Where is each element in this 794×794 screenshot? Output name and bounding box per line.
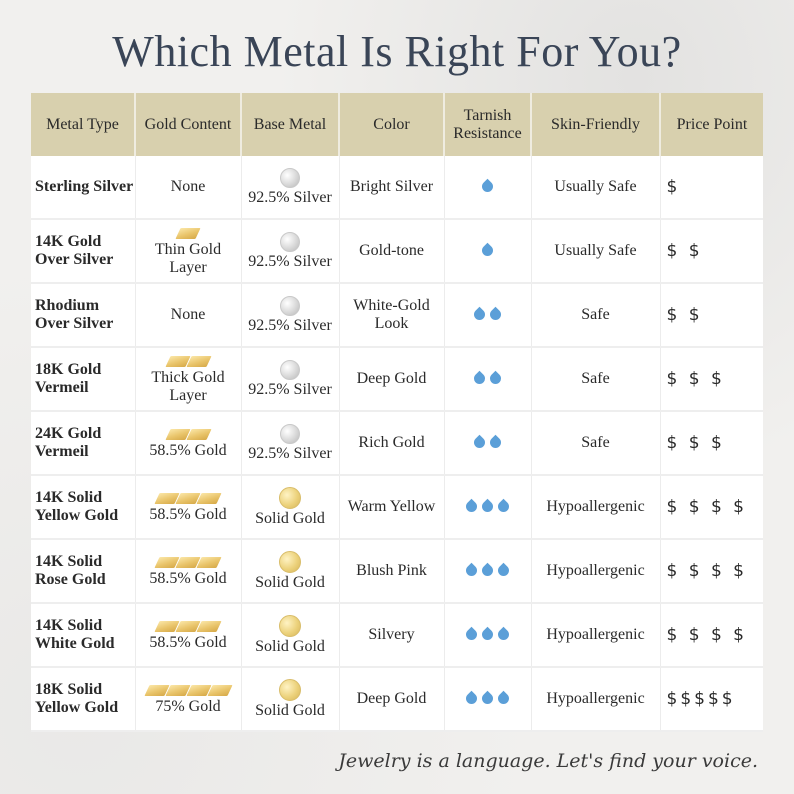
skin-friendly-cell: Hypoallergenic	[531, 603, 660, 667]
table-row	[31, 347, 763, 411]
tarnish-resistance-cell	[444, 667, 531, 731]
color-cell: White-Gold Look	[339, 283, 444, 347]
gold-content-cell	[135, 475, 241, 539]
metal-type-cell: Sterling Silver	[31, 156, 135, 219]
water-drop-icon	[480, 179, 496, 195]
tarnish-rating	[482, 177, 493, 192]
skin-friendly-cell: Usually Safe	[531, 156, 660, 219]
table-row	[31, 667, 763, 731]
table-row	[31, 411, 763, 475]
color-cell: Deep Gold	[339, 347, 444, 411]
table-row	[31, 156, 763, 219]
water-drop-icon	[496, 563, 512, 579]
base-metal-label: 92.5% Silver	[248, 380, 332, 398]
water-drop-icon	[472, 371, 488, 387]
silver-coin-icon	[280, 168, 300, 188]
gold-content-cell	[135, 283, 241, 347]
header-row	[31, 93, 763, 156]
gold-coin-icon	[279, 615, 301, 637]
water-drop-icon	[480, 499, 496, 515]
water-drop-icon	[464, 627, 480, 643]
gold-content-label: Thick Gold Layer	[151, 368, 225, 404]
header-metal-type: Metal Type	[31, 93, 135, 156]
metal-type-cell: 14K Gold Over Silver	[31, 219, 135, 283]
tarnish-rating	[482, 241, 493, 256]
tarnish-rating	[474, 369, 501, 384]
gold-bar-icon	[186, 429, 211, 440]
gold-content-cell	[135, 156, 241, 219]
water-drop-icon	[480, 563, 496, 579]
gold-bar-icon	[175, 228, 200, 239]
water-drop-icon	[488, 307, 504, 323]
price-point-cell: $$$$$	[660, 667, 763, 731]
tarnish-rating	[474, 305, 501, 320]
table-row	[31, 539, 763, 603]
gold-content-cell	[135, 667, 241, 731]
tarnish-resistance-cell	[444, 539, 531, 603]
water-drop-icon	[480, 627, 496, 643]
tarnish-rating	[466, 497, 509, 512]
gold-content-label: Thin Gold Layer	[154, 240, 222, 276]
water-drop-icon	[472, 307, 488, 323]
table-body	[31, 156, 763, 731]
gold-content-label: 58.5% Gold	[149, 441, 227, 459]
gold-bars-icon	[147, 683, 230, 697]
price-point-cell: $ $ $ $	[660, 539, 763, 603]
gold-bar-icon	[196, 621, 221, 632]
tagline: Jewelry is a language. Let's find your voice.	[338, 750, 758, 772]
gold-bars-icon	[157, 491, 219, 505]
gold-content-label: 58.5% Gold	[149, 505, 227, 523]
header-price-point: Price Point	[660, 93, 763, 156]
base-metal-cell	[241, 156, 339, 219]
color-cell: Warm Yellow	[339, 475, 444, 539]
tarnish-resistance-cell	[444, 603, 531, 667]
tarnish-resistance-cell	[444, 283, 531, 347]
price-point-cell: $ $	[660, 283, 763, 347]
skin-friendly-cell: Safe	[531, 347, 660, 411]
water-drop-icon	[488, 371, 504, 387]
tarnish-rating	[466, 625, 509, 640]
table-row	[31, 603, 763, 667]
silver-coin-icon	[280, 424, 300, 444]
price-point-cell: $ $ $	[660, 411, 763, 475]
base-metal-cell	[241, 347, 339, 411]
gold-content-cell	[135, 539, 241, 603]
tarnish-resistance-cell	[444, 219, 531, 283]
skin-friendly-cell: Safe	[531, 411, 660, 475]
gold-content-label: 58.5% Gold	[149, 633, 227, 651]
water-drop-icon	[464, 691, 480, 707]
price-point-cell: $ $ $ $	[660, 475, 763, 539]
table-row	[31, 219, 763, 283]
tarnish-rating	[466, 561, 509, 576]
gold-content-label: 58.5% Gold	[149, 569, 227, 587]
gold-bars-icon	[168, 427, 209, 441]
gold-content-label: None	[170, 178, 206, 195]
gold-bar-icon	[196, 493, 221, 504]
water-drop-icon	[480, 243, 496, 259]
silver-coin-icon	[280, 296, 300, 316]
water-drop-icon	[496, 691, 512, 707]
gold-content-cell	[135, 603, 241, 667]
base-metal-label: 92.5% Silver	[248, 252, 332, 270]
base-metal-label: 92.5% Silver	[248, 188, 332, 206]
skin-friendly-cell: Hypoallergenic	[531, 475, 660, 539]
gold-bar-icon	[196, 557, 221, 568]
base-metal-label: Solid Gold	[255, 637, 325, 655]
tarnish-resistance-cell	[444, 411, 531, 475]
water-drop-icon	[472, 435, 488, 451]
color-cell: Deep Gold	[339, 667, 444, 731]
gold-content-label: 75% Gold	[155, 697, 221, 715]
header-color: Color	[339, 93, 444, 156]
gold-content-cell	[135, 347, 241, 411]
header-gold-content: Gold Content	[135, 93, 241, 156]
page-title: Which Metal Is Right For You?	[112, 27, 682, 76]
skin-friendly-cell: Usually Safe	[531, 219, 660, 283]
price-point-cell: $ $	[660, 219, 763, 283]
metal-type-cell: 18K Gold Vermeil	[31, 347, 135, 411]
metal-type-cell: Rhodium Over Silver	[31, 283, 135, 347]
base-metal-cell	[241, 539, 339, 603]
tarnish-resistance-cell	[444, 156, 531, 219]
gold-coin-icon	[279, 551, 301, 573]
gold-coin-icon	[279, 679, 301, 701]
header-base-metal: Base Metal	[241, 93, 339, 156]
gold-content-cell	[135, 411, 241, 475]
water-drop-icon	[480, 691, 496, 707]
tarnish-rating	[474, 433, 501, 448]
table-row	[31, 283, 763, 347]
gold-bar-icon	[207, 685, 232, 696]
water-drop-icon	[488, 435, 504, 451]
gold-bars-icon	[157, 555, 219, 569]
header-skin-friendly: Skin-Friendly	[531, 93, 660, 156]
metal-comparison-table	[31, 93, 763, 732]
base-metal-label: Solid Gold	[255, 509, 325, 527]
table-row	[31, 475, 763, 539]
gold-bars-icon	[168, 354, 209, 368]
water-drop-icon	[496, 627, 512, 643]
silver-coin-icon	[280, 232, 300, 252]
gold-coin-icon	[279, 487, 301, 509]
silver-coin-icon	[280, 360, 300, 380]
price-point-cell: $ $ $	[660, 347, 763, 411]
metal-type-cell: 14K Solid Rose Gold	[31, 539, 135, 603]
gold-bars-icon	[157, 619, 219, 633]
skin-friendly-cell: Hypoallergenic	[531, 539, 660, 603]
header-tarnish-resistance: Tarnish Resistance	[444, 93, 531, 156]
color-cell: Silvery	[339, 603, 444, 667]
base-metal-cell	[241, 603, 339, 667]
tarnish-resistance-cell	[444, 347, 531, 411]
base-metal-cell	[241, 411, 339, 475]
color-cell: Blush Pink	[339, 539, 444, 603]
metal-type-cell: 14K Solid White Gold	[31, 603, 135, 667]
metal-type-cell: 14K Solid Yellow Gold	[31, 475, 135, 539]
skin-friendly-cell: Hypoallergenic	[531, 667, 660, 731]
tarnish-rating	[466, 689, 509, 704]
tarnish-resistance-cell	[444, 475, 531, 539]
gold-content-cell	[135, 219, 241, 283]
price-point-cell: $	[660, 156, 763, 219]
base-metal-label: Solid Gold	[255, 701, 325, 719]
metal-type-cell: 18K Solid Yellow Gold	[31, 667, 135, 731]
base-metal-cell	[241, 219, 339, 283]
metal-type-cell: 24K Gold Vermeil	[31, 411, 135, 475]
base-metal-cell	[241, 283, 339, 347]
color-cell: Bright Silver	[339, 156, 444, 219]
skin-friendly-cell: Safe	[531, 283, 660, 347]
base-metal-cell	[241, 667, 339, 731]
gold-bars-icon	[178, 226, 198, 240]
water-drop-icon	[496, 499, 512, 515]
base-metal-cell	[241, 475, 339, 539]
color-cell: Rich Gold	[339, 411, 444, 475]
water-drop-icon	[464, 563, 480, 579]
base-metal-label: 92.5% Silver	[248, 316, 332, 334]
color-cell: Gold-tone	[339, 219, 444, 283]
gold-bar-icon	[186, 356, 211, 367]
base-metal-label: 92.5% Silver	[248, 444, 332, 462]
base-metal-label: Solid Gold	[255, 573, 325, 591]
water-drop-icon	[464, 499, 480, 515]
price-point-cell: $ $ $ $	[660, 603, 763, 667]
gold-content-label: None	[170, 306, 206, 323]
